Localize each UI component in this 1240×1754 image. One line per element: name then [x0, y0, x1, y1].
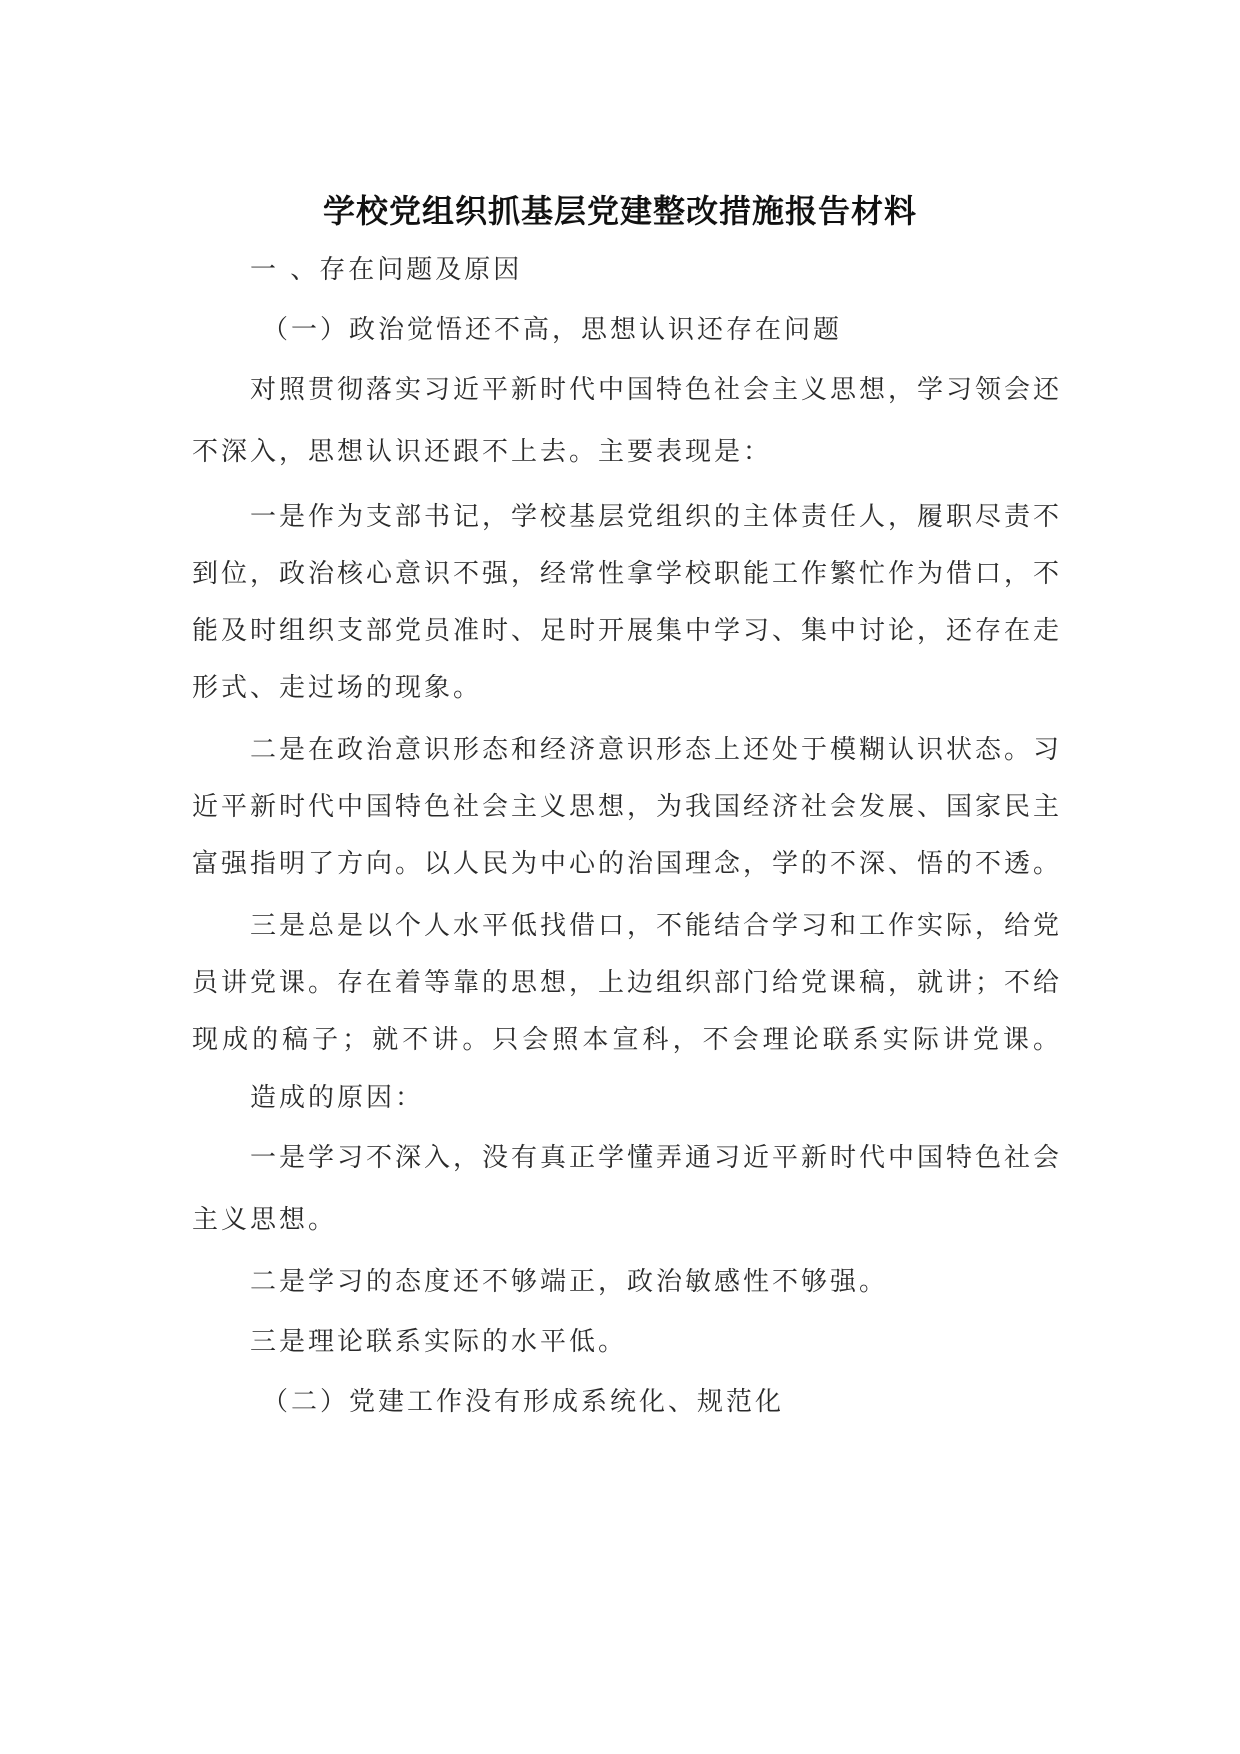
- paragraph-line: 形式、走过场的现象。: [192, 673, 483, 703]
- paragraph-line: 对照贯彻落实习近平新时代中国特色社会主义思想，学习领会还: [250, 375, 1062, 405]
- paragraph-line: 能及时组织支部党员准时、足时开展集中学习、集中讨论，还存在走: [192, 616, 1062, 646]
- subsection-heading-1: （一）政治觉悟还不高，思想认识还存在问题: [262, 315, 843, 345]
- document-title: 学校党组织抓基层党建整改措施报告材料: [322, 192, 917, 230]
- paragraph-line: 二是学习的态度还不够端正，政治敏感性不够强。: [250, 1267, 889, 1297]
- paragraph-line: 一是作为支部书记，学校基层党组织的主体责任人，履职尽责不: [250, 502, 1062, 532]
- paragraph-line: 三是总是以个人水平低找借口，不能结合学习和工作实际，给党: [250, 911, 1062, 941]
- subsection-heading-2: （二）党建工作没有形成系统化、规范化: [262, 1387, 785, 1417]
- paragraph-line: 二是在政治意识形态和经济意识形态上还处于模糊认识状态。习: [250, 735, 1062, 765]
- paragraph-line: 员讲党课。存在着等靠的思想，上边组织部门给党课稿，就讲；不给: [192, 968, 1062, 998]
- paragraph-line: 到位，政治核心意识不强，经常性拿学校职能工作繁忙作为借口，不: [192, 559, 1062, 589]
- paragraph-line: 近平新时代中国特色社会主义思想，为我国经济社会发展、国家民主: [192, 792, 1062, 822]
- paragraph-line: 现成的稿子；就不讲。只会照本宣科，不会理论联系实际讲党课。: [192, 1025, 1062, 1055]
- paragraph-line: 不深入，思想认识还跟不上去。主要表现是：: [192, 437, 773, 467]
- paragraph-line: 一是学习不深入，没有真正学懂弄通习近平新时代中国特色社会: [250, 1143, 1062, 1173]
- section-heading-1: 一 、存在问题及原因: [250, 255, 523, 285]
- paragraph-line: 主义思想。: [192, 1205, 338, 1235]
- paragraph-line: 三是理论联系实际的水平低。: [250, 1327, 628, 1357]
- paragraph-line: 富强指明了方向。以人民为中心的治国理念，学的不深、悟的不透。: [192, 849, 1062, 879]
- paragraph-line: 造成的原因：: [250, 1083, 425, 1113]
